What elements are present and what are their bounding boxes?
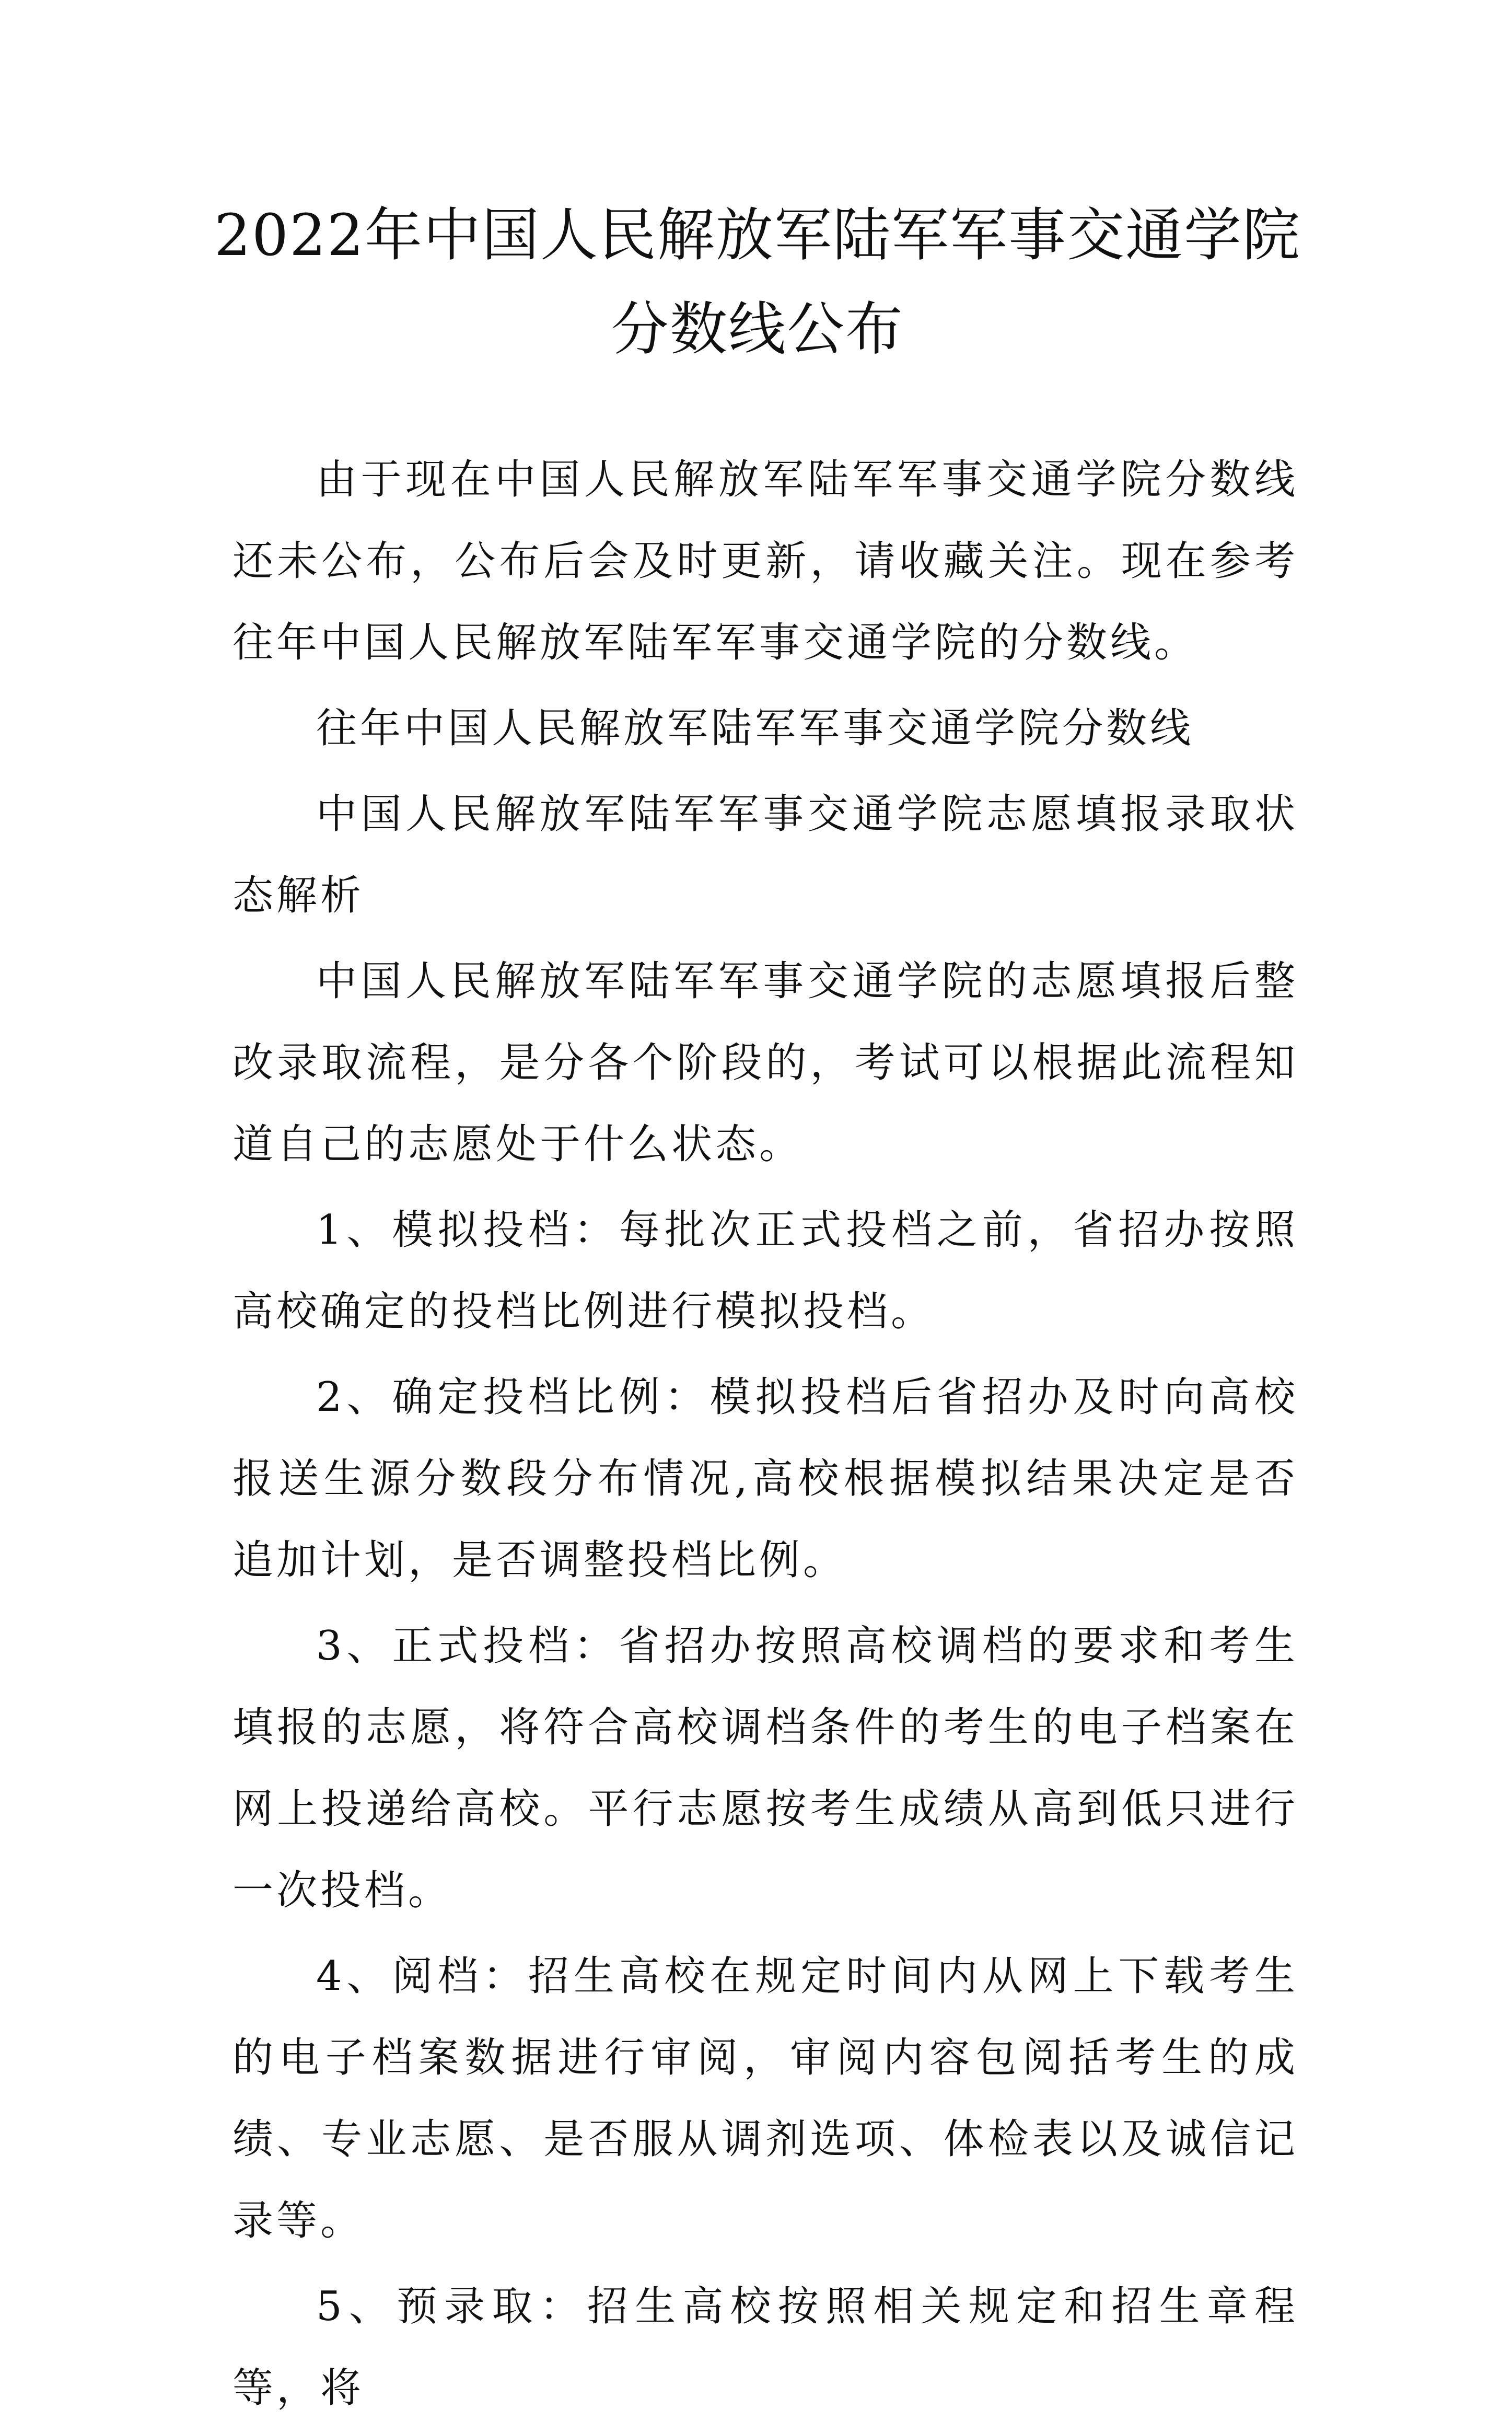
paragraph-heading-past-scores: 往年中国人民解放军陆军军事交通学院分数线 bbox=[316, 705, 1194, 752]
paragraph-step-5: 5、预录取：招生高校按照相关规定和招生章程等，将 bbox=[232, 2283, 1298, 2412]
paragraph-step-2: 2、确定投档比例：模拟投档后省招办及时向高校报送生源分数段分布情况,高校根据模拟结果决定是否追加计划，是否调整投档比例。 bbox=[232, 1374, 1298, 1584]
paragraph-heading-status-analysis: 中国人民解放军陆军军事交通学院志愿填报录取状态解析 bbox=[232, 791, 1298, 919]
paragraph-step-3: 3、正式投档：省招办按照高校调档的要求和考生填报的志愿，将符合高校调档条件的考生的电子档案在网上投递给高校。平行志愿按考生成绩从高到低只进行一次投档。 bbox=[232, 1623, 1298, 1914]
document-body bbox=[232, 439, 1298, 2433]
paragraph-intro: 由于现在中国人民解放军陆军军事交通学院分数线还未公布，公布后会及时更新，请收藏关注。现在参考往年中国人民解放军陆军军事交通学院的分数线。 bbox=[232, 456, 1298, 666]
document-title bbox=[199, 188, 1317, 376]
paragraph-step-4: 4、阅档：招生高校在规定时间内从网上下载考生的电子档案数据进行审阅，审阅内容包阅括考生的成绩、专业志愿、是否服从调剂选项、体检表以及诚信记录等。 bbox=[232, 1953, 1298, 2244]
paragraph-process-overview: 中国人民解放军陆军军事交通学院的志愿填报后整改录取流程，是分各个阶段的，考试可以根据此流程知道自己的志愿处于什么状态。 bbox=[232, 958, 1298, 1168]
title-line-2: 分数线公布 bbox=[611, 296, 904, 363]
paragraph-step-1: 1、模拟投档：每批次正式投档之前，省招办按照高校确定的投档比例进行模拟投档。 bbox=[232, 1207, 1298, 1335]
title-line-1: 2022年中国人民解放军陆军军事交通学院 bbox=[214, 202, 1301, 269]
